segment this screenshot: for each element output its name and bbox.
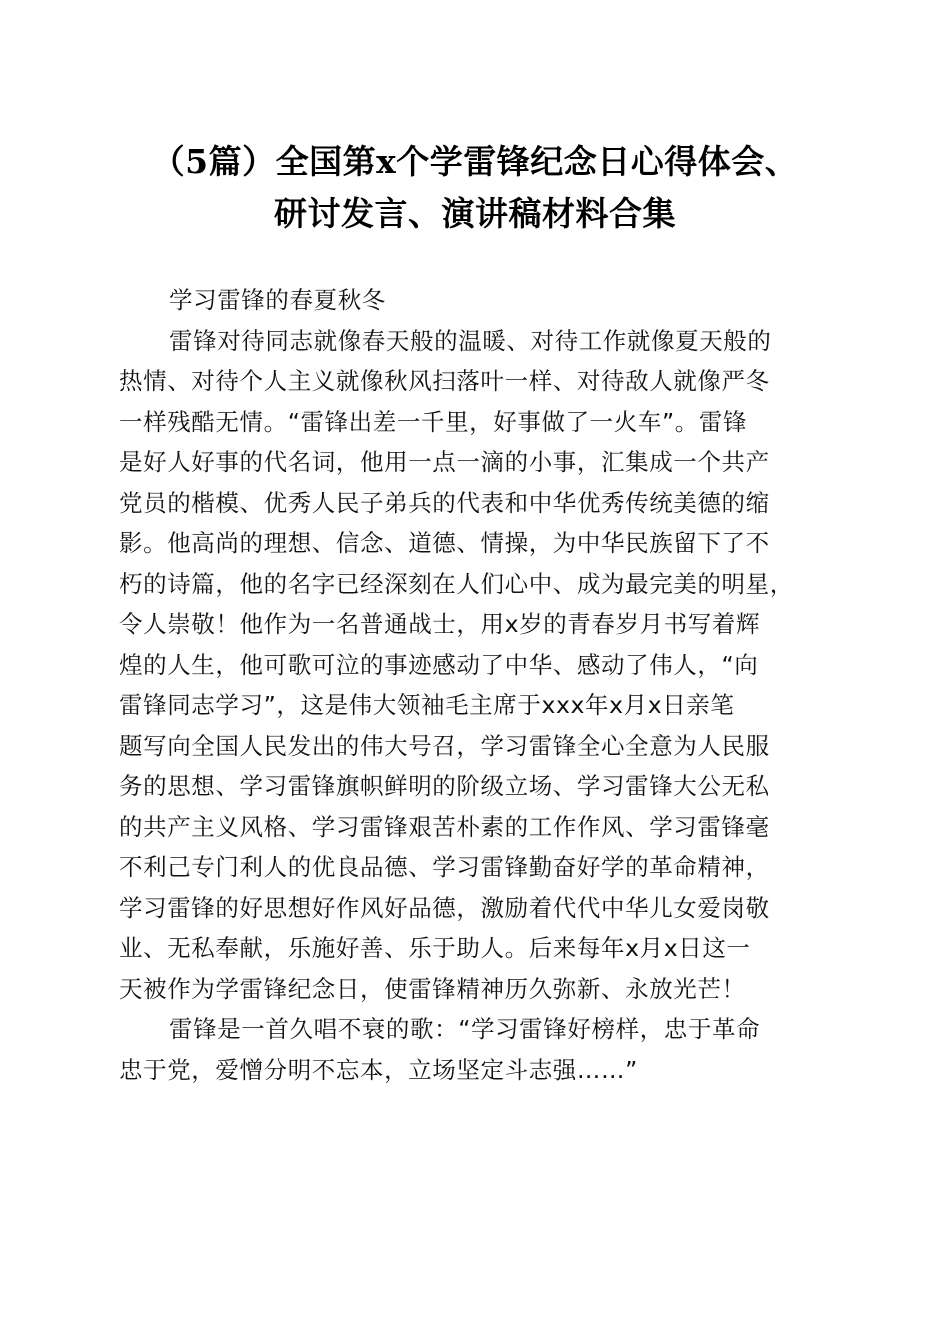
paragraph-line: 雷锋是一首久唱不衰的歌：“学习雷锋好榜样，忠于革命	[169, 1015, 761, 1043]
paragraph-line: 不利己专门利人的优良品德、学习雷锋勤奋好学的革命精神，	[119, 853, 770, 881]
paragraph-line: 忠于党，爱憎分明不忘本，立场坚定斗志强……”	[119, 1055, 638, 1084]
paragraph-line: 影。他高尚的理想、信念、道德、情操，为中华民族留下了不	[119, 529, 770, 557]
title-line-2: 研讨发言、演讲稿材料合集	[274, 194, 676, 233]
paragraph-line: 煌的人生，他可歌可泣的事迹感动了中华、感动了伟人，“向	[119, 650, 759, 679]
paragraph-line: 天被作为学雷锋纪念日，使雷锋精神历久弥新、永放光芒！	[119, 974, 746, 1003]
title-line-1: （5篇）全国第x个学雷锋纪念日心得体会、	[151, 142, 799, 181]
paragraph-line: 业、无私奉献，乐施好善、乐于助人。后来每年x月x日这一	[119, 934, 751, 962]
paragraph-line: 雷锋对待同志就像春天般的温暖、对待工作就像夏天般的	[169, 326, 772, 355]
paragraph-line: 雷锋同志学习”，这是伟大领袖毛主席于xxx年x月x日亲笔	[119, 691, 735, 719]
paragraph-line: 题写向全国人民发出的伟大号召，学习雷锋全心全意为人民服	[119, 731, 770, 760]
document-body	[119, 280, 831, 1090]
paragraph-line: 学习雷锋的好思想好作风好品德，激励着代代中华儿女爱岗敬	[119, 893, 770, 922]
paragraph-line: 的共产主义风格、学习雷锋艰苦朴素的工作作风、学习雷锋毫	[119, 812, 770, 841]
paragraph-line: 一样残酷无情。“雷锋出差一千里，好事做了一火车”。雷锋	[119, 407, 748, 436]
section-heading: 学习雷锋的春夏秋冬	[169, 286, 386, 314]
paragraph-line: 是好人好事的代名词，他用一点一滴的小事，汇集成一个共产	[119, 448, 770, 476]
paragraph-line: 热情、对待个人主义就像秋风扫落叶一样、对待敌人就像严冬	[119, 367, 770, 395]
paragraph-line: 令人崇敬！他作为一名普通战士，用x岁的青春岁月书写着辉	[119, 610, 761, 638]
paragraph-line: 务的思想、学习雷锋旗帜鲜明的阶级立场、学习雷锋大公无私	[119, 772, 770, 800]
paragraph-line: 朽的诗篇，他的名字已经深刻在人们心中、成为最完美的明星，	[119, 569, 794, 598]
document-title	[60, 136, 890, 240]
paragraph-line: 党员的楷模、优秀人民子弟兵的代表和中华优秀传统美德的缩	[119, 488, 770, 517]
